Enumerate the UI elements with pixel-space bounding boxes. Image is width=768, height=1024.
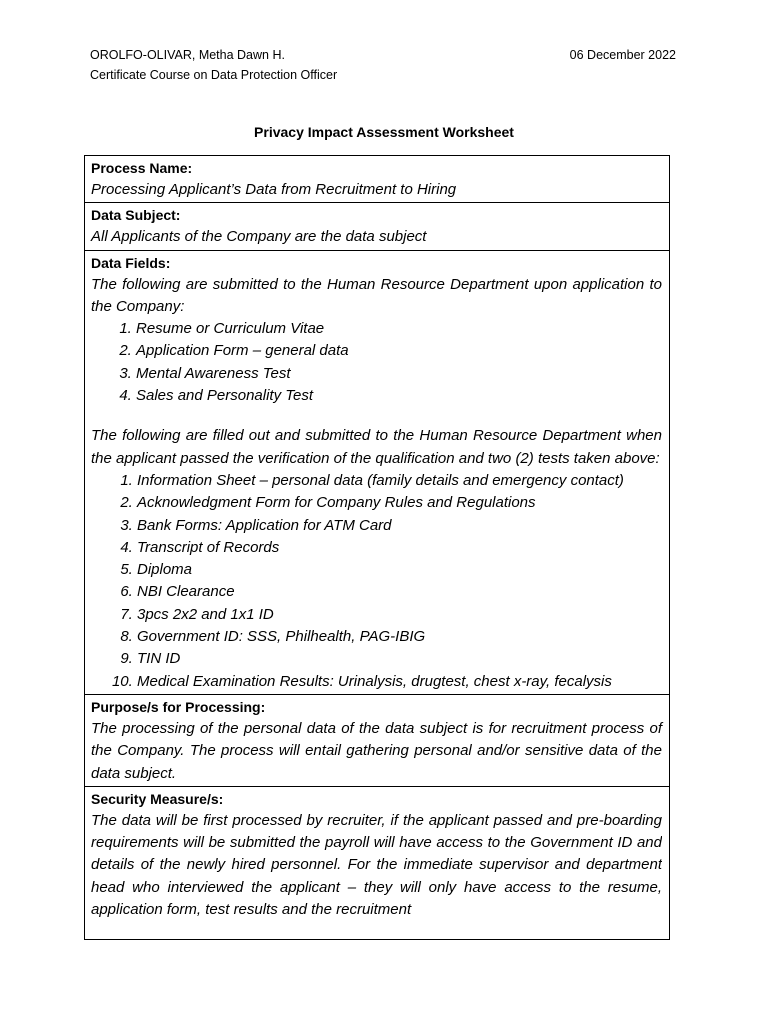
list-item: 3. Mental Awareness Test (136, 363, 662, 385)
process-name-label: Process Name: (91, 160, 193, 176)
data-fields-row (85, 250, 670, 694)
data-fields-intro-2: The following are filled out and submitted to the Human Resource Department when the applicant passed the verification of the qualification and two (2) tests taken above: (91, 427, 662, 467)
author-name: OROLFO-OLIVAR, Metha Dawn H. (90, 48, 285, 62)
data-subject-row (85, 203, 670, 250)
submitted-documents-list (91, 318, 662, 407)
data-fields-label: Data Fields: (91, 254, 171, 271)
list-item: 1. Information Sheet – personal data (family details and emergency contact) (137, 470, 662, 492)
document-date: 06 December 2022 (569, 48, 676, 62)
worksheet-table (84, 155, 670, 940)
list-item: 4. Sales and Personality Test (136, 385, 662, 407)
list-item: 4. Transcript of Records (137, 537, 662, 559)
process-name-row (85, 156, 670, 203)
list-item: 8. Government ID: SSS, Philhealth, PAG-IBIG (137, 626, 662, 648)
data-subject-value: All Applicants of the Company are the data subject (91, 228, 427, 246)
security-row (85, 786, 670, 939)
list-item: 2. Application Form – general data (136, 340, 662, 362)
list-item: 3. Bank Forms: Application for ATM Card (137, 515, 662, 537)
list-item: 6. NBI Clearance (137, 581, 662, 603)
pre-boarding-documents-list (91, 470, 662, 693)
list-item: 7. 3pcs 2x2 and 1x1 ID (137, 604, 662, 626)
list-item: 5. Diploma (137, 559, 662, 581)
list-item: 9. TIN ID (137, 648, 662, 670)
course-name: Certificate Course on Data Protection Officer (90, 68, 338, 82)
security-label: Security Measure/s: (91, 790, 224, 807)
process-name-value: Processing Applicant’s Data from Recruitment to Hiring (91, 181, 457, 198)
spacer (91, 407, 662, 425)
security-value: The data will be first processed by recruiter, if the applicant passed and pre-boarding requirements will be submitted the payroll will have access to the Government ID and details of the newly hired personnel. For the immediate supervisor and department head who interviewed the applicant – they will only have access to the resume, application form, test results and the recruitment (91, 811, 662, 919)
list-item: 1. Resume or Curriculum Vitae (136, 318, 662, 340)
list-item: 2. Acknowledgment Form for Company Rules and Regulations (137, 492, 662, 514)
data-subject-label: Data Subject: (91, 207, 181, 224)
data-fields-intro-1: The following are submitted to the Human Resource Department upon application to the Company: (91, 275, 662, 315)
page-title: Privacy Impact Assessment Worksheet (254, 124, 514, 140)
purpose-label: Purpose/s for Processing: (91, 698, 266, 715)
purpose-row (85, 694, 670, 786)
list-item: 10. Medical Examination Results: Urinalysis, drugtest, chest x-ray, fecalysis (137, 671, 662, 693)
purpose-value: The processing of the personal data of the data subject is for recruitment process of the Company. The process will entail gathering personal and/or sensitive data of the data subject. (91, 719, 662, 782)
